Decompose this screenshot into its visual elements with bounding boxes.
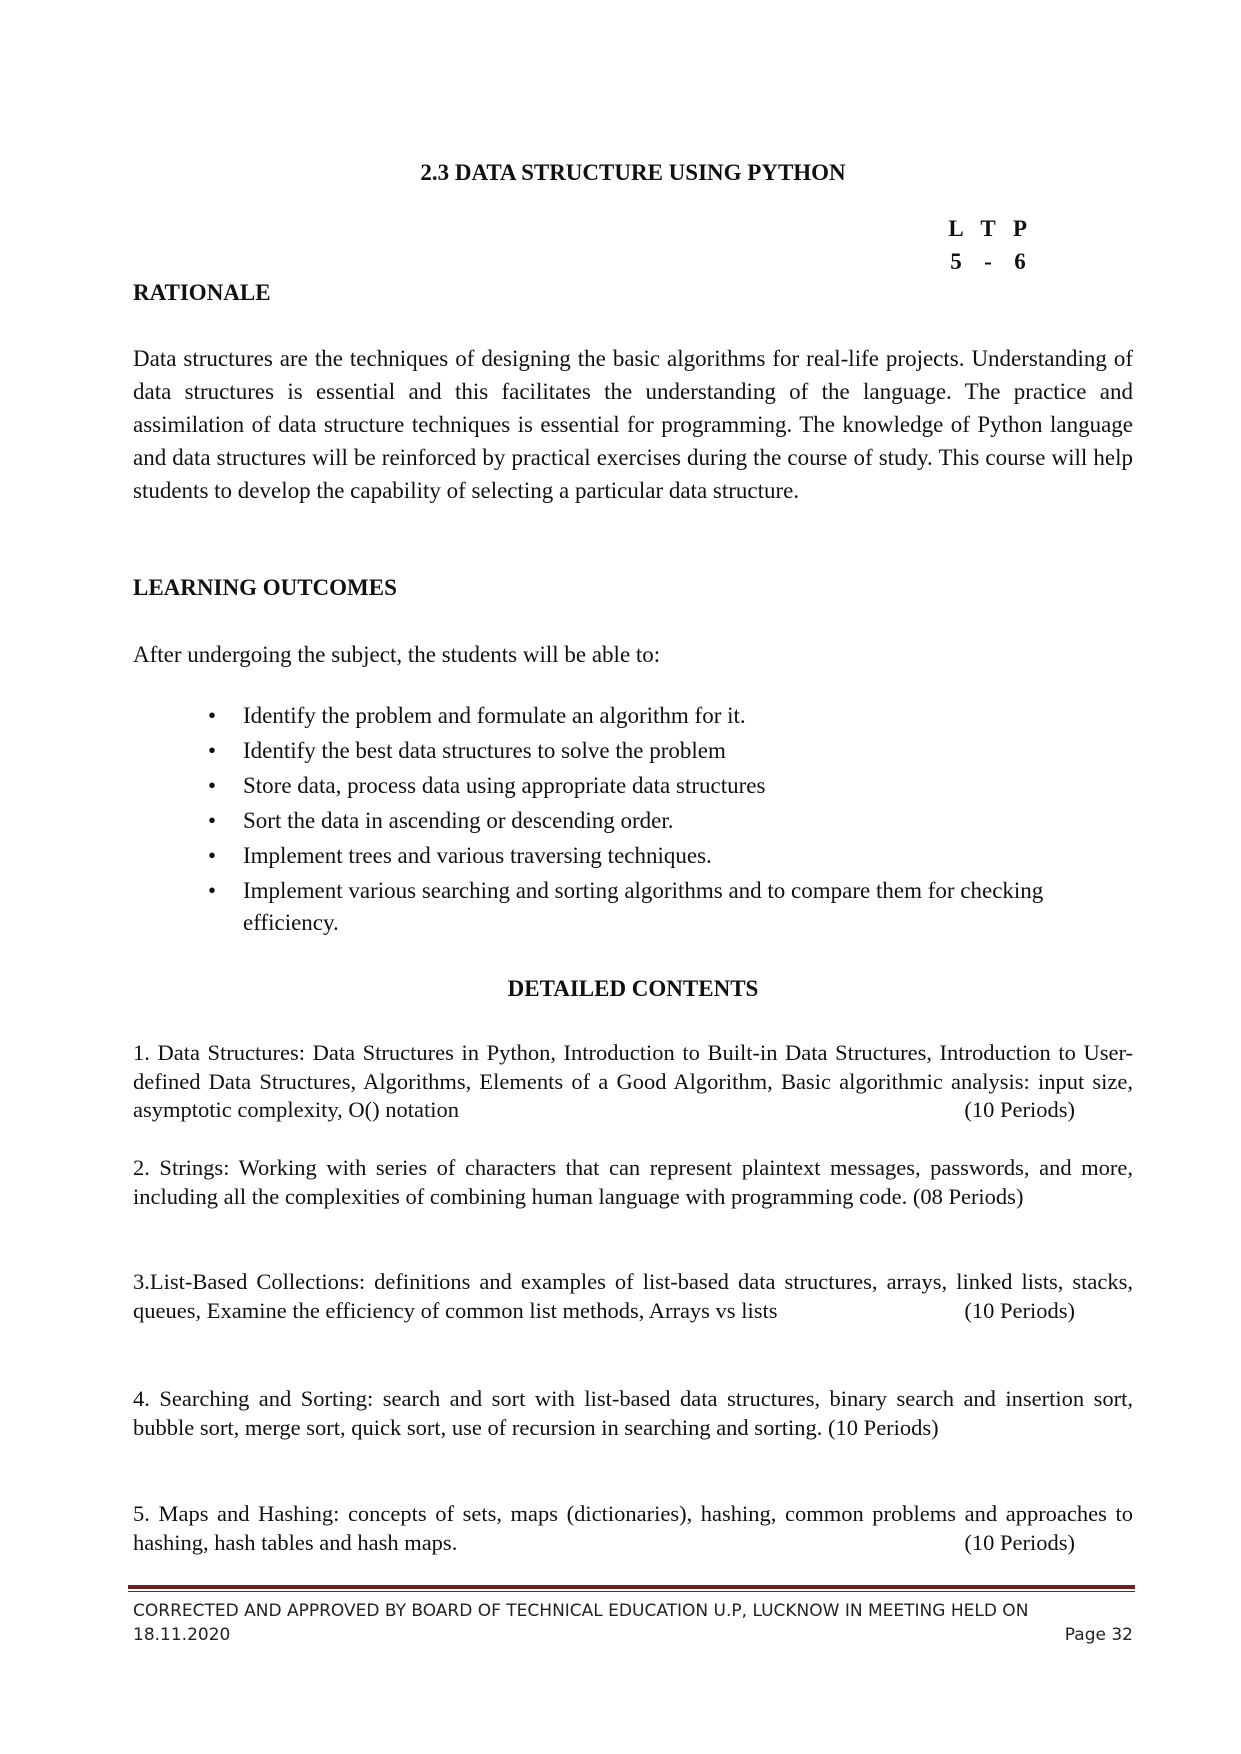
unit-text: 1. Data Structures: Data Structures in Python, Introduction to Built-in Data Structures, Introduction to User-defined Data Structures, Algorithms, Elements of a Good Algorithm, Basic algorithmic analysis: input size, asymptotic complexity, O() notation	[133, 1040, 1133, 1122]
content-unit-3	[133, 1268, 1133, 1325]
detailed-contents-heading: DETAILED CONTENTS	[507, 976, 759, 1001]
unit-text: 5. Maps and Hashing: concepts of sets, maps (dictionaries), hashing, common problems and approaches to hashing, hash tables and hash maps.	[133, 1501, 1133, 1555]
list-item-text: Identify the problem and formulate an algorithm for it.	[243, 703, 746, 728]
ltp-value-row	[940, 249, 1060, 275]
bullet-icon: •	[208, 878, 217, 903]
ltp-value-p: 6	[1014, 249, 1026, 274]
list-item	[133, 840, 1133, 872]
list-item-text: Implement trees and various traversing techniques.	[243, 843, 712, 868]
rationale-paragraph: Data structures are the techniques of designing the basic algorithms for real-life projects. Understanding of data structures is essential and this facilitates the understanding of the language. The practice and assimilation of data structure techniques is essential for programming. The knowledge of Python language and data structures will be reinforced by practical exercises during the course of study. This course will help students to develop the capability of selecting a particular data structure.	[133, 346, 1133, 503]
list-item-text: Store data, process data using appropriate data structures	[243, 773, 766, 798]
content-unit-5	[133, 1500, 1133, 1557]
learning-outcomes-heading: LEARNING OUTCOMES	[133, 575, 397, 600]
list-item-text: Sort the data in ascending or descending order.	[243, 808, 674, 833]
page-title: 2.3 DATA STRUCTURE USING PYTHON	[420, 160, 846, 185]
footer-rule-thick	[128, 1585, 1135, 1589]
content-unit-1	[133, 1039, 1133, 1125]
footer-approval-line: CORRECTED AND APPROVED BY BOARD OF TECHNICAL EDUCATION U.P, LUCKNOW IN MEETING HELD ON	[133, 1601, 1029, 1621]
footer-date: 18.11.2020	[133, 1625, 231, 1645]
unit-periods: (10 Periods)	[964, 1097, 1075, 1122]
page-footer	[133, 1599, 1133, 1647]
learning-outcomes-list	[133, 700, 1133, 942]
footer-rule-thin	[128, 1591, 1135, 1592]
unit-periods: (10 Periods)	[964, 1297, 1075, 1323]
unit-text: 2. Strings: Working with series of characters that can represent plaintext messages, passwords, and more, including all the complexities of combining human language with programming code. (08 Periods)	[133, 1155, 1133, 1209]
ltp-value-l: 5	[950, 249, 962, 274]
bullet-icon: •	[208, 773, 217, 798]
list-item	[133, 875, 1133, 939]
list-item-text: Identify the best data structures to solve the problem	[243, 738, 726, 763]
list-item	[133, 805, 1133, 837]
bullet-icon: •	[208, 843, 217, 868]
list-item	[133, 770, 1133, 802]
list-item	[133, 700, 1133, 732]
learning-outcomes-intro: After undergoing the subject, the students will be able to:	[133, 642, 661, 667]
content-unit-2	[133, 1154, 1133, 1211]
unit-periods: (10 Periods)	[964, 1529, 1075, 1555]
bullet-icon: •	[208, 738, 217, 763]
content-unit-4	[133, 1385, 1133, 1442]
ltp-header-p: P	[1012, 216, 1028, 241]
bullet-icon: •	[208, 703, 217, 728]
ltp-value-t: -	[984, 249, 992, 274]
list-item-text: Implement various searching and sorting algorithms and to compare them for checking efficiency.	[243, 878, 1044, 935]
unit-text: 3.List-Based Collections: definitions and examples of list-based data structures, arrays, linked lists, stacks, queues, Examine the efficiency of common list methods, Arrays vs lists	[133, 1269, 1133, 1323]
ltp-header-t: T	[980, 216, 996, 241]
page-number: Page 32	[1064, 1625, 1133, 1645]
rationale-heading: RATIONALE	[133, 280, 271, 305]
unit-text: 4. Searching and Sorting: search and sort with list-based data structures, binary search and insertion sort, bubble sort, merge sort, quick sort, use of recursion in searching and sorting. (10 Periods)	[133, 1386, 1133, 1440]
list-item	[133, 735, 1133, 767]
bullet-icon: •	[208, 808, 217, 833]
ltp-header-l: L	[948, 216, 964, 241]
ltp-header-row	[940, 216, 1060, 242]
